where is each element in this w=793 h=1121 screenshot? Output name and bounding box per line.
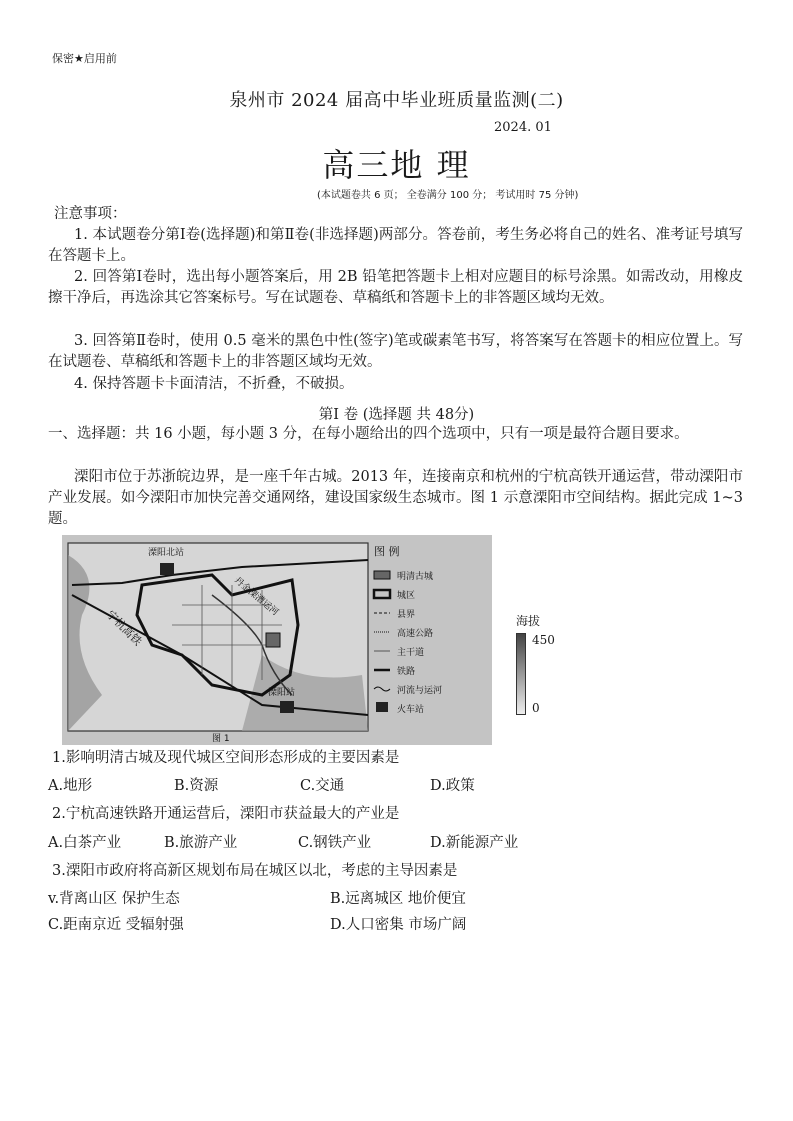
elevation-legend	[516, 612, 555, 715]
map-label-north-station: 溧阳北站	[148, 548, 185, 558]
notes-heading: 注意事项：	[54, 206, 127, 222]
elevation-min: 0	[532, 701, 540, 715]
train-station-icon	[160, 563, 174, 575]
question-options	[48, 913, 608, 934]
question-options	[48, 887, 608, 908]
exam-info: (本试题卷共 6 页； 全卷满分 100 分； 考试用时 75 分钟)	[317, 190, 579, 201]
question-stem: 3.溧阳市政府将高新区规划布局在城区以北，考虑的主导因素是	[52, 863, 458, 879]
option: A.白茶产业	[48, 835, 122, 851]
map-caption: 图 1	[212, 734, 230, 744]
elevation-max: 450	[532, 633, 555, 647]
option: B.资源	[174, 778, 219, 794]
legend-item: 铁路	[397, 667, 416, 677]
legend-item: 高速公路	[397, 629, 434, 639]
confidential-mark: 保密★启用前	[52, 52, 117, 65]
question-options	[48, 831, 608, 852]
option: A.地形	[48, 778, 93, 794]
option: v.背离山区 保护生态	[48, 891, 180, 907]
elevation-bar	[516, 633, 526, 715]
option: C.钢铁产业	[298, 835, 372, 851]
passage: 溧阳市位于苏浙皖边界，是一座千年古城。2013 年，连接南京和杭州的宁杭高铁开通运营，带动溧阳市产业发展。如今溧阳市加快完善交通网络，建设国家级生态城市。图 1 示意溧阳市空间结构。据此完成 1~3 题。	[48, 469, 743, 527]
map-image	[62, 535, 492, 745]
legend-item: 主干道	[397, 648, 425, 658]
section-instruction: 一、选择题：共 16 小题，每小题 3 分，在每小题给出的四个选项中，只有一项是最符合题目要求。	[48, 426, 689, 442]
legend-item: 火车站	[397, 705, 425, 715]
exam-date: 2024. 01	[494, 120, 552, 135]
legend-item: 城区	[397, 591, 416, 601]
option: B.旅游产业	[164, 835, 238, 851]
option: D.政策	[430, 778, 475, 794]
question-options	[48, 774, 608, 795]
train-station-icon	[280, 701, 294, 713]
note-item: 2. 回答第Ⅰ卷时，选出每小题答案后，用 2B 铅笔把答题卡上相对应题目的标号涂黑。如需改动，用橡皮擦干净后，再选涂其它答案标号。写在试题卷、草稿纸和答题卡上的非答题区域均无效。	[48, 269, 743, 306]
legend-item: 明清古城	[397, 572, 434, 582]
legend-item: 河流与运河	[397, 686, 443, 696]
subject-title: 高三地 理	[322, 146, 471, 184]
legend-title: 图 例	[374, 545, 400, 558]
option: D.新能源产业	[430, 835, 519, 851]
question-stem: 2.宁杭高速铁路开通运营后，溧阳市获益最大的产业是	[52, 806, 400, 822]
option: B.远离城区 地价便宜	[330, 891, 466, 907]
map-label-canal: 丹金溧漕运河	[232, 575, 280, 619]
option: C.距南京近 受辐射强	[48, 917, 184, 933]
option: D.人口密集 市场广阔	[330, 917, 467, 933]
elevation-title: 海拔	[516, 614, 541, 628]
note-item: 3. 回答第Ⅱ卷时，使用 0.5 毫米的黑色中性(签字)笔或碳素笔书写，将答案写在答题卡的相应位置上。写在试题卷、草稿纸和答题卡上的非答题区域均无效。	[48, 333, 743, 370]
note-item: 1. 本试题卷分第Ⅰ卷(选择题)和第Ⅱ卷(非选择题)两部分。答卷前，考生务必将自己的姓名、准考证号填写在答题卡上。	[48, 227, 743, 264]
exam-title: 泉州市 2024 届高中毕业班质量监测(二)	[229, 90, 564, 111]
section-heading: 第Ⅰ 卷 (选择题 共 48分)	[318, 407, 475, 423]
map-figure	[62, 535, 492, 745]
map-label-rail: 宁杭高铁	[103, 607, 145, 649]
question-stem: 1.影响明清古城及现代城区空间形态形成的主要因素是	[52, 750, 400, 766]
legend-item: 县界	[397, 610, 416, 620]
option: C.交通	[300, 778, 345, 794]
map-label-station: 溧阳站	[268, 688, 296, 698]
note-item: 4. 保持答题卡卡面清洁，不折叠，不破损。	[74, 376, 354, 392]
